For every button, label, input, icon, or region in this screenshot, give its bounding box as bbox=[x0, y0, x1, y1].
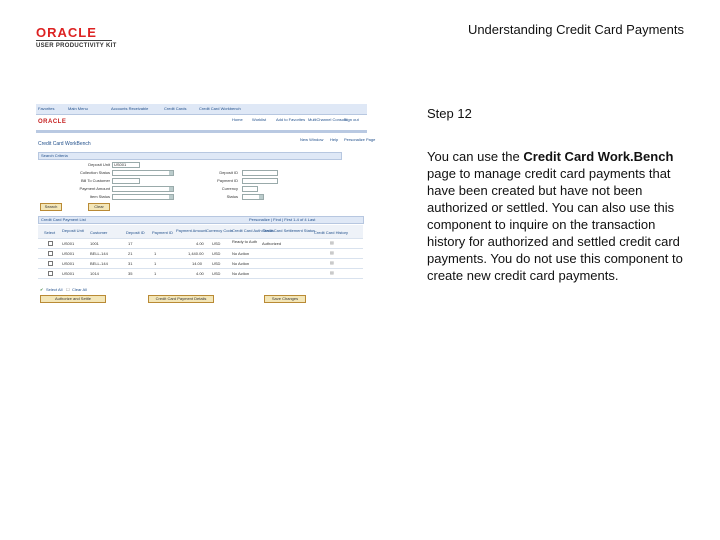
status-label: Status bbox=[226, 194, 238, 199]
select-all-icon[interactable]: ✔ bbox=[40, 287, 44, 292]
col-deposit-unit: Deposit Unit bbox=[62, 228, 84, 233]
status-dropdown[interactable] bbox=[242, 194, 264, 200]
clear-all-link[interactable]: Clear All bbox=[72, 287, 87, 292]
row-divider bbox=[38, 278, 363, 279]
breadcrumb-main-menu[interactable]: Main Menu bbox=[68, 106, 88, 111]
cell-currency: USD bbox=[212, 241, 221, 246]
oracle-upk-logo bbox=[36, 26, 126, 48]
cell-amount: 4.00 bbox=[196, 271, 204, 276]
cell-deposit-unit: US001 bbox=[62, 241, 75, 246]
col-payment-id: Payment ID bbox=[152, 230, 173, 235]
collection-status-dropdown[interactable] bbox=[112, 170, 174, 176]
description-bold: Credit Card Work.Bench bbox=[523, 149, 674, 164]
cell-deposit-unit: US001 bbox=[62, 261, 75, 266]
cell-currency: USD bbox=[212, 251, 221, 256]
step-label: Step 12 bbox=[427, 106, 472, 121]
new-window-link[interactable]: New Window bbox=[300, 137, 324, 142]
deposit-unit-field[interactable]: US001 bbox=[112, 162, 140, 168]
cell-amount: 1,440.00 bbox=[188, 251, 204, 256]
breadcrumb-credit-card-workbench[interactable]: Credit Card Workbench bbox=[199, 106, 241, 111]
home-link[interactable]: Home bbox=[232, 117, 243, 122]
workbench-title: Credit Card WorkBench bbox=[38, 141, 91, 147]
page-title: Understanding Credit Card Payments bbox=[467, 22, 684, 37]
multichannel-link[interactable]: MultiChannel Console bbox=[308, 117, 348, 122]
save-changes-button[interactable]: Save Changes bbox=[264, 295, 306, 303]
history-icon[interactable]: ▤ bbox=[330, 270, 334, 275]
deposit-id-field[interactable] bbox=[242, 170, 278, 176]
breadcrumb-credit-cards[interactable]: Credit Cards bbox=[164, 106, 187, 111]
cell-currency: USD bbox=[212, 261, 221, 266]
cell-auth-status: No Action bbox=[232, 271, 250, 276]
row-divider bbox=[38, 238, 363, 239]
cell-payment-id: 1 bbox=[154, 271, 157, 276]
row-divider bbox=[38, 268, 363, 269]
bill-to-customer-field[interactable] bbox=[112, 178, 140, 184]
deposit-id-label: Deposit ID bbox=[219, 170, 238, 175]
cell-customer: 1001 bbox=[90, 241, 99, 246]
cell-customer: BELL-144 bbox=[90, 251, 108, 256]
bill-to-customer-label: Bill To Customer bbox=[80, 178, 110, 183]
help-link[interactable]: Help bbox=[330, 137, 339, 142]
col-payment-amount: Payment Amount bbox=[176, 228, 207, 233]
cell-deposit-id: 21 bbox=[128, 251, 133, 256]
history-icon[interactable]: ▤ bbox=[330, 250, 334, 255]
row-select-checkbox[interactable] bbox=[48, 241, 53, 246]
row-select-checkbox[interactable] bbox=[48, 261, 53, 266]
list-pager[interactable]: Personalize | Find | First 1-4 of 4 Last bbox=[249, 217, 316, 222]
history-icon[interactable]: ▤ bbox=[330, 240, 334, 245]
col-settlement-status: Credit Card Settlement Status bbox=[262, 228, 316, 233]
logo-rule bbox=[36, 40, 112, 41]
payment-amount-label: Payment Amount bbox=[79, 186, 110, 191]
select-all-link[interactable]: Select All bbox=[46, 287, 63, 292]
logo-word: ORACLE bbox=[36, 25, 97, 40]
personalize-page-link[interactable]: Personalize Page bbox=[344, 137, 376, 142]
clear-all-icon[interactable]: ☐ bbox=[66, 287, 70, 292]
app-brand-bar bbox=[36, 115, 367, 133]
cell-payment-id: 1 bbox=[154, 251, 157, 256]
clear-button[interactable]: Clear bbox=[88, 203, 110, 211]
cell-deposit-unit: US001 bbox=[62, 271, 75, 276]
payment-id-label: Payment ID bbox=[217, 178, 238, 183]
cell-deposit-id: 17 bbox=[128, 241, 133, 246]
col-history: Credit Card History bbox=[314, 230, 349, 235]
row-select-checkbox[interactable] bbox=[48, 271, 53, 276]
authorize-settle-button[interactable]: Authorize and Settle bbox=[40, 295, 106, 303]
search-button[interactable]: Search bbox=[40, 203, 62, 211]
payment-list-header bbox=[38, 216, 364, 224]
cell-amount: 14.00 bbox=[192, 261, 203, 266]
cell-deposit-id: 35 bbox=[128, 271, 133, 276]
worklist-link[interactable]: Worklist bbox=[252, 117, 267, 122]
payment-id-field[interactable] bbox=[242, 178, 278, 184]
step-description bbox=[427, 148, 689, 284]
description-part1: You can use the bbox=[427, 149, 524, 164]
payment-details-button[interactable]: Credit Card Payment Details bbox=[148, 295, 214, 303]
breadcrumb-accounts-receivable[interactable]: Accounts Receivable bbox=[111, 106, 149, 111]
app-nav-bar bbox=[36, 104, 367, 115]
payment-list-title: Credit Card Payment List bbox=[41, 217, 86, 222]
col-select: Select bbox=[44, 230, 56, 235]
collection-status-label: Collection Status bbox=[79, 170, 110, 175]
cell-auth-status: Ready to Auth bbox=[232, 239, 258, 244]
col-currency-code: Currency Code bbox=[206, 228, 233, 233]
col-deposit-id: Deposit ID bbox=[126, 230, 145, 235]
item-status-dropdown[interactable] bbox=[112, 194, 174, 200]
cell-settlement-status: Authorized bbox=[262, 241, 282, 246]
breadcrumb-favorites[interactable]: Favorites bbox=[38, 106, 55, 111]
col-customer: Customer bbox=[90, 230, 108, 235]
app-oracle-logo: ORACLE bbox=[38, 119, 67, 125]
cell-customer: BELL-144 bbox=[90, 261, 108, 266]
item-status-label: Item Status bbox=[89, 194, 110, 199]
currency-field[interactable] bbox=[242, 186, 258, 192]
cell-deposit-id: 31 bbox=[128, 261, 133, 266]
cell-deposit-unit: US001 bbox=[62, 251, 75, 256]
currency-label: Currency bbox=[221, 186, 238, 191]
cell-auth-status: No Action bbox=[232, 261, 250, 266]
deposit-unit-label: Deposit Unit bbox=[88, 162, 110, 167]
payment-amount-dropdown[interactable] bbox=[112, 186, 174, 192]
row-divider bbox=[38, 248, 363, 249]
search-criteria-header: Search Criteria bbox=[38, 152, 342, 160]
cell-payment-id: 1 bbox=[154, 261, 157, 266]
history-icon[interactable]: ▤ bbox=[330, 260, 334, 265]
col-auth-status: Credit Card Auth Status bbox=[232, 228, 275, 233]
cell-currency: USD bbox=[212, 271, 221, 276]
cell-customer: 1014 bbox=[90, 271, 99, 276]
cell-amount: 4.00 bbox=[196, 241, 204, 246]
row-select-checkbox[interactable] bbox=[48, 251, 53, 256]
sign-out-link[interactable]: Sign out bbox=[344, 117, 359, 122]
description-part2: page to manage credit card payments that have been created but have not been authorized or settled. You can also use this component to inquire on the transaction history for authorized and settled credit card payments. You do not use this component to create new credit card payments. bbox=[427, 166, 683, 283]
screenshot-panel bbox=[36, 104, 376, 309]
add-favorites-link[interactable]: Add to Favorites bbox=[276, 117, 306, 122]
row-divider bbox=[38, 258, 363, 259]
logo-subtitle: USER PRODUCTIVITY KIT bbox=[36, 43, 117, 49]
cell-auth-status: No Action bbox=[232, 251, 250, 256]
